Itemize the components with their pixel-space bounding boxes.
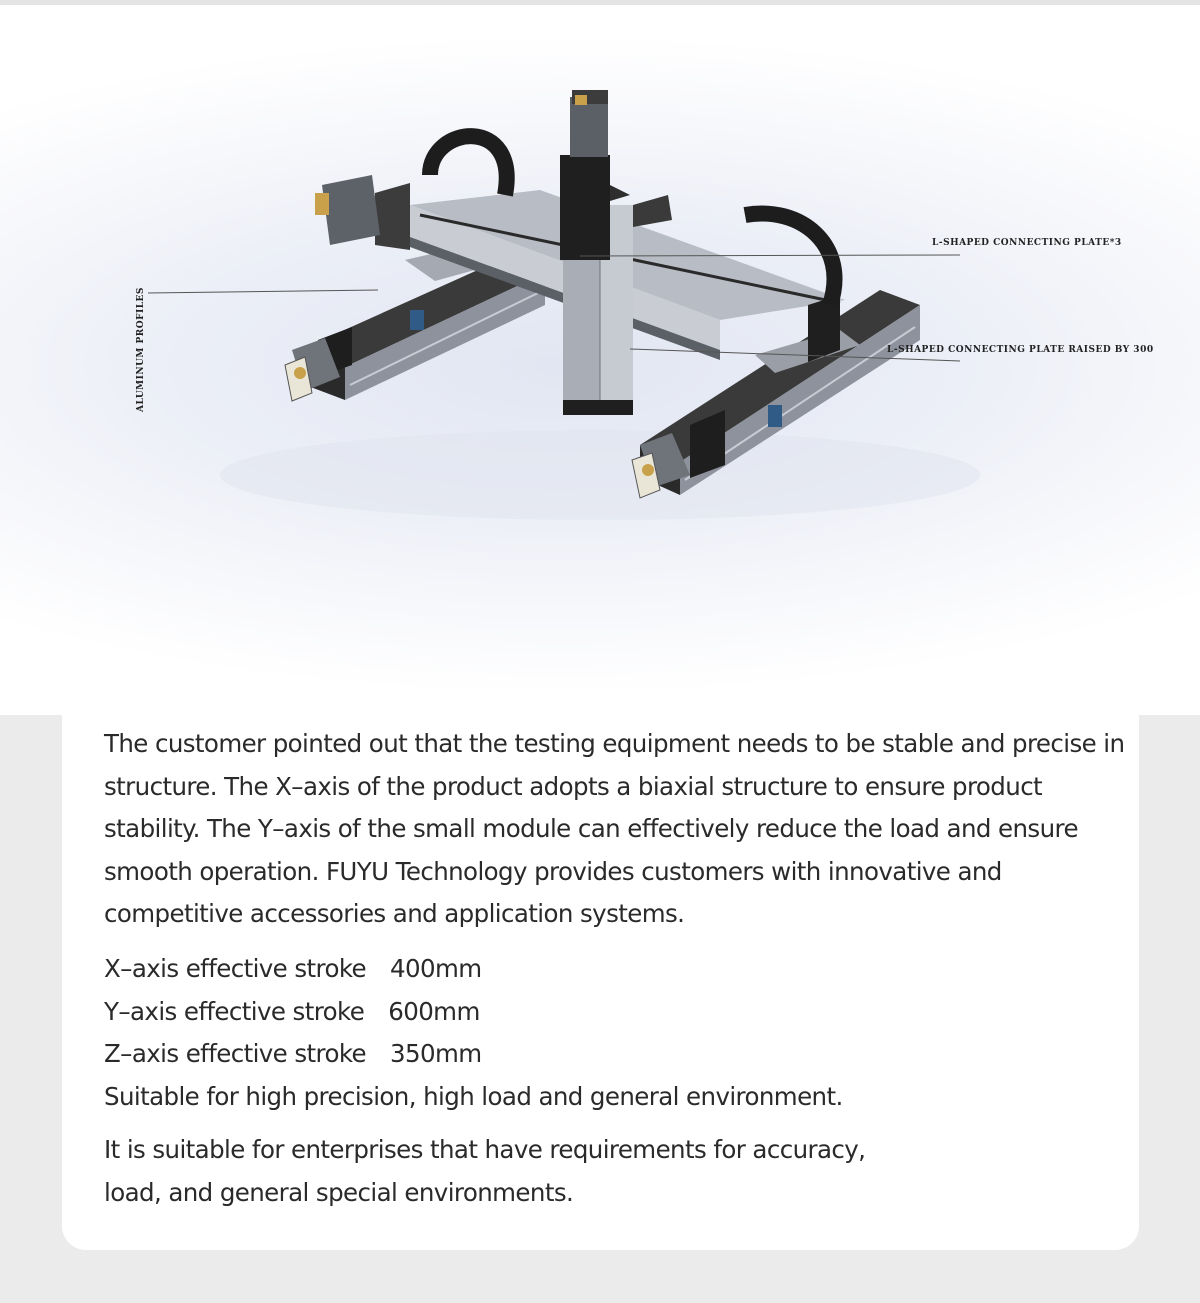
gantry-diagram — [0, 5, 1200, 715]
description-card — [62, 715, 1139, 1250]
l-shaped-plate-raised-label: L-SHAPED CONNECTING PLATE RAISED BY 300 — [887, 345, 1154, 355]
enterprise-note: It is suitable for enterprises that have requirements for accuracy, load, and general special environments. — [104, 1135, 866, 1207]
spec-value: 400mm — [390, 954, 482, 983]
spec-label: Z–axis effective stroke — [104, 1039, 367, 1068]
l-shaped-plate-label: L-SHAPED CONNECTING PLATE*3 — [932, 238, 1122, 248]
spec-row-y — [104, 991, 1104, 1034]
product-figure — [0, 5, 1200, 715]
description-paragraph: The customer pointed out that the testing equipment needs to be stable and precise in structure. The X–axis of the product adopts a biaxial structure to ensure product stability. The Y–axis of the small module can effectively reduce the load and ensure smooth operation. FUYU Technology provides customers with innovative and competitive accessories and application systems. — [104, 729, 1125, 928]
spec-row-z — [104, 1033, 1104, 1076]
spec-label: Y–axis effective stroke — [104, 996, 365, 1026]
suitable-line: Suitable for high precision, high load and general environment. — [104, 1081, 843, 1111]
spec-label: X–axis effective stroke — [104, 954, 367, 983]
spec-row-x — [104, 948, 1104, 991]
spec-value: 600mm — [388, 996, 480, 1026]
spec-list — [104, 948, 1104, 1118]
aluminum-profiles-label: ALUMINUM PROFILES — [136, 287, 146, 412]
spec-value: 350mm — [390, 1039, 482, 1068]
